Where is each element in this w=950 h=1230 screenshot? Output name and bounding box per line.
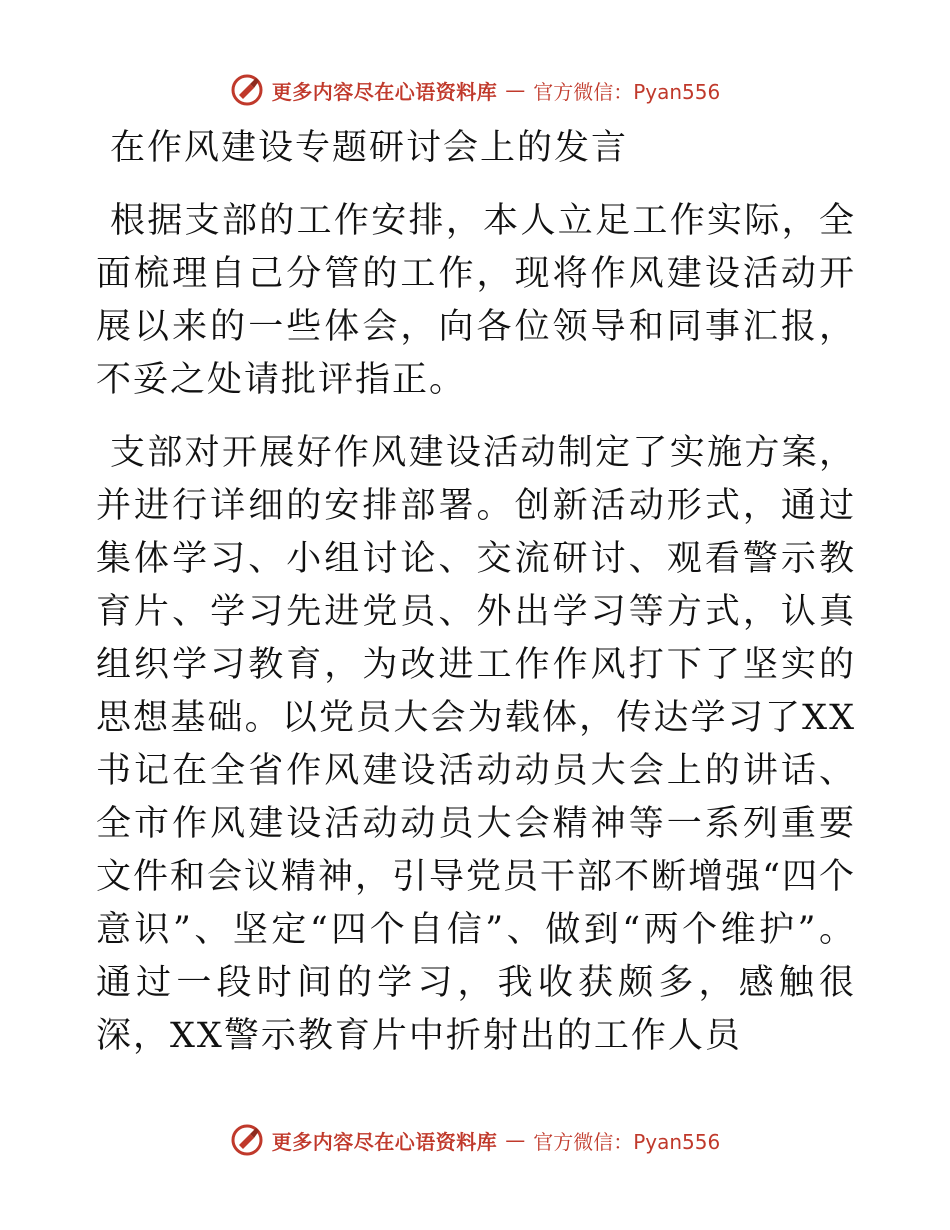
paragraph-1: 根据支部的工作安排，本人立足工作实际，全面梳理自己分管的工作，现将作风建设活动开展以来的一些体会，向各位领导和同事汇报，不妥之处请批评指正。 (96, 201, 856, 400)
wechat-contact: 官方微信：Pyan556 (533, 79, 721, 104)
brand-logo-icon (230, 1123, 264, 1157)
brand-logo-icon (230, 73, 264, 107)
brand-separator: — (505, 78, 526, 102)
brand-text: 更多内容尽在心语资料库 (271, 1129, 498, 1154)
document-title: 在作风建设专题研讨会上的发言 (110, 128, 629, 168)
document-body (96, 122, 856, 1083)
brand-text: 更多内容尽在心语资料库 (271, 79, 498, 104)
paragraph-2: 支部对开展好作风建设活动制定了实施方案，并进行详细的安排部署。创新活动形式，通过集体学习、小组讨论、交流研讨、观看警示教育片、学习先进党员、外出学习等方式，认真组织学习教育，为改进工作作风打下了坚实的思想基础。以党员大会为载体，传达学习了XX书记在全省作风建设活动动员大会上的讲话、全市作风建设活动动员大会精神等一系列重要文件和会议精神，引导党员干部不断增强“四个意识”、坚定“四个自信”、做到“两个维护”。通过一段时间的学习，我收获颇多，感触很深，XX警示教育片中折射出的工作人员 (96, 433, 856, 1056)
footer-watermark (0, 1122, 950, 1158)
header-watermark (0, 72, 950, 108)
brand-separator: — (505, 1128, 526, 1152)
wechat-contact: 官方微信：Pyan556 (533, 1129, 721, 1154)
